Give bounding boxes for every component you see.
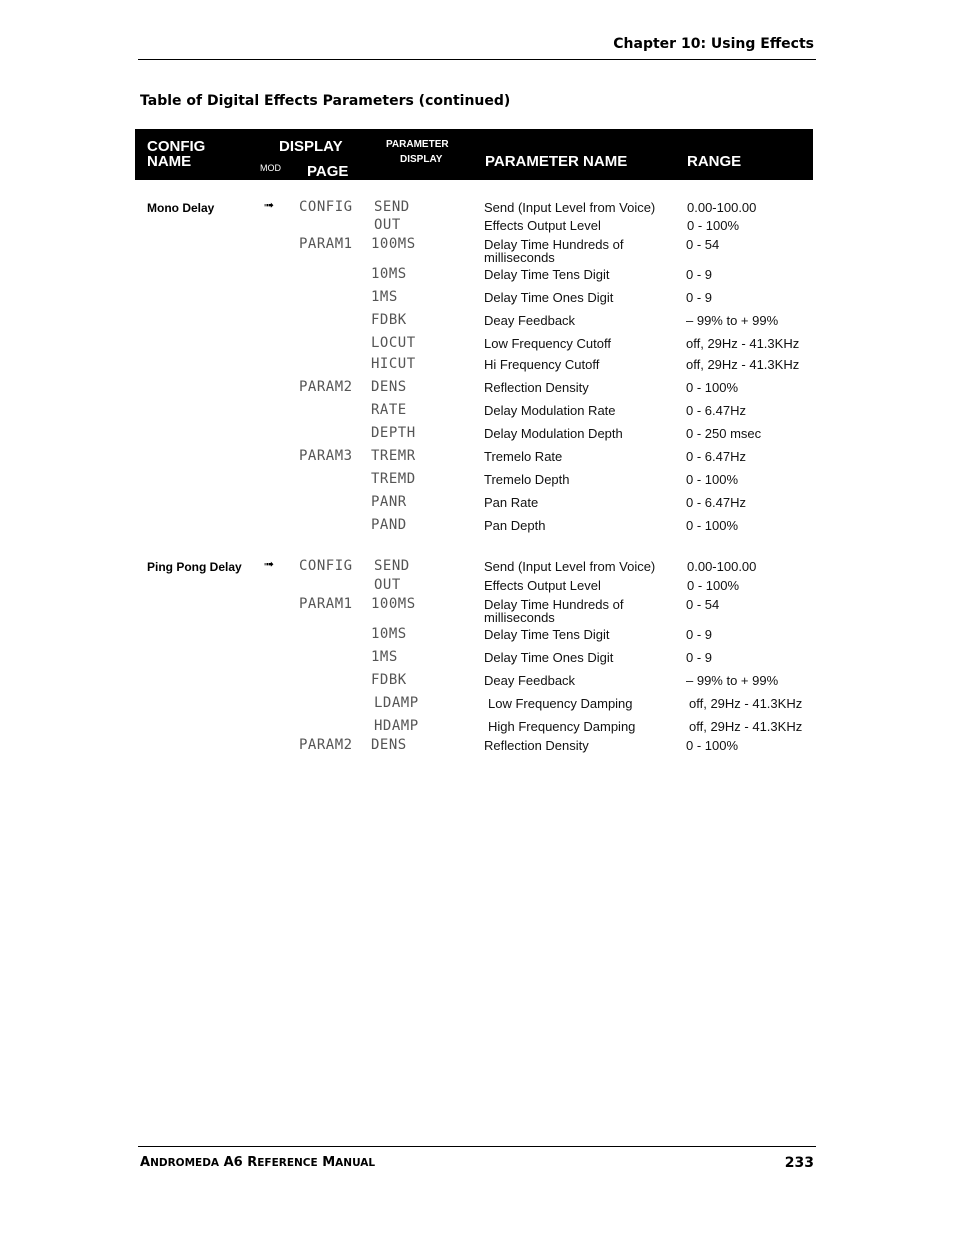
header-mod: MOD (260, 163, 281, 173)
page-label: CONFIG (299, 558, 353, 574)
param-label: 1MS (371, 289, 398, 305)
page-label: PARAM1 (299, 596, 353, 612)
header-range: RANGE (687, 153, 742, 170)
param-name: Reflection Density (484, 738, 589, 753)
param-label: 10MS (371, 266, 407, 282)
param-name: Delay Time Ones Digit (484, 650, 614, 665)
param-name: Delay Time Hundreds of (484, 597, 624, 612)
header-name: NAME (147, 153, 192, 170)
param-range: 0 - 250 msec (686, 426, 762, 441)
param-range: 0 - 100% (686, 518, 739, 533)
param-range: 0 - 100% (686, 380, 739, 395)
param-range: 0 - 100% (687, 218, 740, 233)
param-range: 0 - 9 (686, 627, 713, 642)
param-name: Effects Output Level (484, 578, 601, 593)
header-display: DISPLAY (279, 138, 343, 155)
param-name: Delay Time Tens Digit (484, 267, 610, 282)
param-label: DEPTH (371, 425, 416, 441)
param-label: HICUT (371, 356, 416, 372)
page-label: PARAM2 (299, 379, 353, 395)
param-name: High Frequency Damping (488, 719, 636, 734)
param-range: 0 - 54 (686, 237, 720, 252)
param-label: SEND (374, 199, 410, 215)
param-range: 0 - 100% (687, 578, 740, 593)
param-range: – 99% to + 99% (686, 673, 779, 688)
param-name: Reflection Density (484, 380, 589, 395)
param-name: Effects Output Level (484, 218, 601, 233)
param-range: 0 - 100% (686, 738, 739, 753)
param-name: Deay Feedback (484, 313, 576, 328)
manual-title-part: EFERENCE (257, 1157, 318, 1169)
param-name: Pan Rate (484, 495, 539, 510)
chapter-heading: Chapter 10: Using Effects (613, 36, 814, 52)
manual-title-part: ANUAL (335, 1157, 376, 1169)
param-range: off, 29Hz - 41.3KHz (689, 696, 803, 711)
param-range: 0 - 6.47Hz (686, 495, 746, 510)
param-name: Low Frequency Damping (488, 696, 633, 711)
manual-title-part: NDROMEDA (150, 1157, 220, 1169)
footer-rule (138, 1146, 816, 1147)
param-range: off, 29Hz - 41.3KHz (686, 336, 800, 351)
param-name: Hi Frequency Cutoff (484, 357, 600, 372)
effect-name: Ping Pong Delay (147, 560, 242, 574)
param-range: 0 - 9 (686, 290, 713, 305)
param-label: PANR (371, 494, 407, 510)
header-parameter: PARAMETER (386, 139, 449, 150)
param-label: LOCUT (371, 335, 416, 351)
param-range: 0.00-100.00 (687, 200, 757, 215)
param-label: HDAMP (374, 718, 419, 734)
manual-title (140, 1155, 375, 1170)
section-title: Table of Digital Effects Parameters (continued) (140, 93, 511, 109)
param-label: OUT (374, 217, 401, 233)
param-name: Delay Time Ones Digit (484, 290, 614, 305)
header-config: CONFIG (147, 138, 206, 155)
table-header (135, 129, 813, 180)
manual-title-part: A (140, 1155, 151, 1170)
manual-title-part: M (322, 1155, 336, 1170)
param-name: Delay Time Tens Digit (484, 627, 610, 642)
param-range: 0.00-100.00 (687, 559, 757, 574)
manual-title-part: R (247, 1155, 258, 1170)
param-label: OUT (374, 577, 401, 593)
param-range: 0 - 6.47Hz (686, 403, 746, 418)
param-label: TREMD (371, 471, 416, 487)
param-range: 0 - 6.47Hz (686, 449, 746, 464)
param-name: Delay Time Hundreds of (484, 237, 624, 252)
header-page: PAGE (307, 163, 349, 180)
param-range: 0 - 9 (686, 650, 713, 665)
page-label: CONFIG (299, 199, 353, 215)
page-label: PARAM1 (299, 236, 353, 252)
param-name: Tremelo Rate (484, 449, 563, 464)
param-label: DENS (371, 737, 407, 753)
param-name: Send (Input Level from Voice) (484, 200, 656, 215)
effect-name: Mono Delay (147, 201, 215, 215)
param-name-continued: milliseconds (484, 250, 555, 265)
param-label: RATE (371, 402, 407, 418)
param-range: – 99% to + 99% (686, 313, 779, 328)
param-label: 100MS (371, 596, 416, 612)
param-label: 10MS (371, 626, 407, 642)
page-label: PARAM3 (299, 448, 353, 464)
param-range: off, 29Hz - 41.3KHz (686, 357, 800, 372)
param-name: Delay Modulation Depth (484, 426, 623, 441)
header-rule (138, 59, 816, 60)
param-name: Delay Modulation Rate (484, 403, 616, 418)
param-range: 0 - 9 (686, 267, 713, 282)
header-parameter-display: DISPLAY (400, 154, 443, 165)
param-range: off, 29Hz - 41.3KHz (689, 719, 803, 734)
param-name-continued: milliseconds (484, 610, 555, 625)
param-label: 100MS (371, 236, 416, 252)
page-label: PARAM2 (299, 737, 353, 753)
page-number: 233 (784, 1155, 814, 1171)
param-label: FDBK (371, 312, 407, 328)
param-name: Deay Feedback (484, 673, 576, 688)
param-label: DENS (371, 379, 407, 395)
param-label: SEND (374, 558, 410, 574)
param-name: Send (Input Level from Voice) (484, 559, 656, 574)
arrow-icon: ➟ (264, 557, 275, 571)
manual-title-part: A6 (219, 1155, 248, 1170)
header-parameter-name: PARAMETER NAME (485, 153, 628, 170)
param-label: TREMR (371, 448, 416, 464)
arrow-icon: ➟ (264, 198, 275, 212)
param-name: Low Frequency Cutoff (484, 336, 611, 351)
param-range: 0 - 54 (686, 597, 720, 612)
param-name: Pan Depth (484, 518, 546, 533)
param-label: 1MS (371, 649, 398, 665)
param-label: LDAMP (374, 695, 419, 711)
param-name: Tremelo Depth (484, 472, 570, 487)
param-label: PAND (371, 517, 407, 533)
param-range: 0 - 100% (686, 472, 739, 487)
param-label: FDBK (371, 672, 407, 688)
